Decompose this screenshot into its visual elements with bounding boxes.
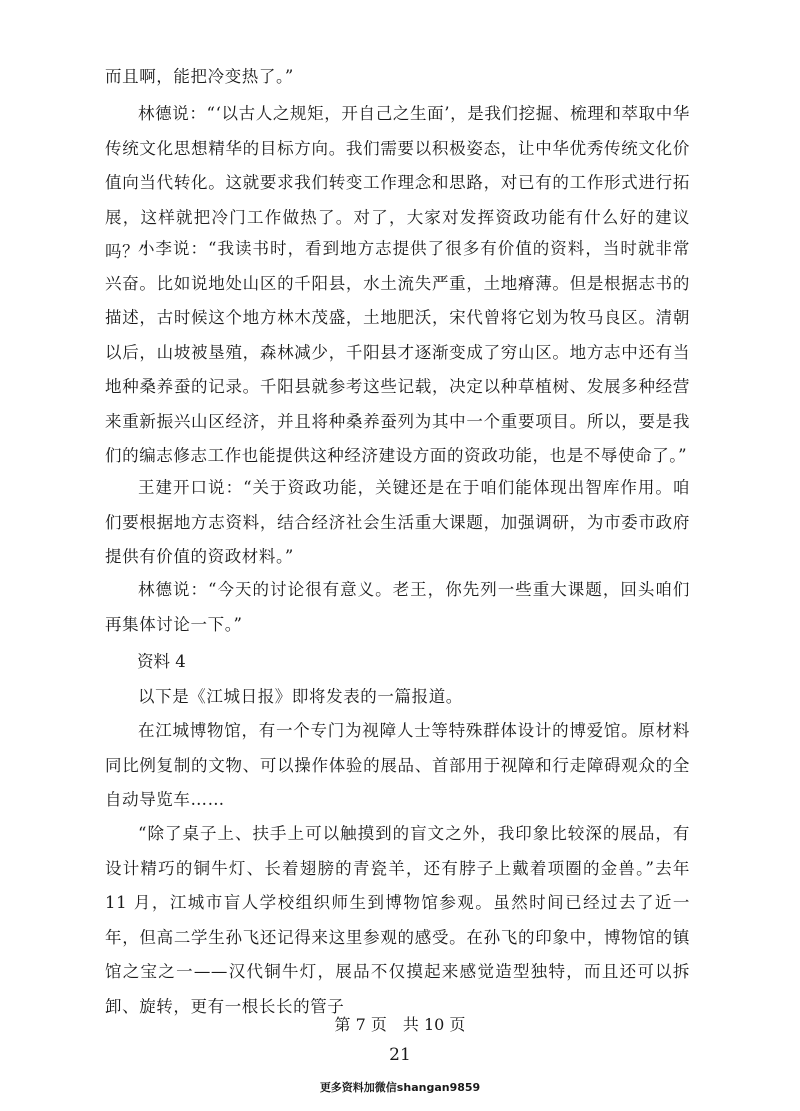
section-title: 资料 4 [137,652,186,671]
paragraph-lin-de-2: 林德说：“今天的讨论很有意义。老王，你先列一些重大课题，回头咱们再集体讨论一下。” [105,580,690,634]
page-number: 21 [389,1045,411,1065]
paragraph-report-intro: 以下是《江城日报》即将发表的一篇报道。 [138,687,463,706]
paragraph-museum: 在江城博物馆，有一个专门为视障人士等特殊群体设计的博爱馆。原材料同比例复制的文物、可以操作体验的展品、首部用于视障和行走障碍观众的全自动导览车…… [105,721,690,809]
paragraph-continuation: 而且啊，能把冷变热了。” [105,67,294,86]
footer-note: 更多资料加微信shangan9859 [319,1081,481,1094]
paragraph-sun-fei: “除了桌子上、扶手上可以触摸到的盲文之外，我印象比较深的展品，有设计精巧的铜牛灯、长着翅膀的青瓷羊，还有脖子上戴着项圈的金兽。”去年 11 月，江城市盲人学校组织师生到博物馆参观。虽然时间已经过去了近一年，但高二学生孙飞还记得来这里参观的感受。在孙飞的印象中，博物馆的镇馆之宝之一——汉代铜牛灯，展品不仅摸起来感觉造型独特，而且还可以拆卸、旋转，更有一根长长的管子 [105,824,690,1016]
page-indicator: 第 7 页 共 10 页 [334,1015,466,1034]
paragraph-wang-jian: 王建开口说：“关于资政功能，关键还是在于咱们能体现出智库作用。咱们要根据地方志资料，结合经济社会生活重大课题，加强调研，为市委市政府提供有价值的资政材料。” [105,478,690,566]
paragraph-lin-de-1: 林德说：“‘以古人之规矩，开自己之生面’，是我们挖掘、梳理和萃取中华传统文化思想精华的目标方向。我们需要以积极姿态，让中华优秀传统文化价值向当代转化。这就要求我们转变工作理念和思路，对已有的工作形式进行拓展，这样就把冷门工作做热了。对了，大家对发挥资政功能有什么好的建议吗？” [105,104,690,261]
paragraph-xiao-li: 小李说：“我读书时，看到地方志提供了很多有价值的资料，当时就非常兴奋。比如说地处山区的千阳县，水土流失严重，土地瘠薄。但是根据志书的描述，古时候这个地方林木茂盛，土地肥沃，宋代曾将它划为牧马良区。清朝以后，山坡被垦殖，森林减少，千阳县才逐渐变成了穷山区。地方志中还有当地种桑养蚕的记录。千阳县就参考这些记载，决定以种草植树、发展多种经营来重新振兴山区经济，并且将种桑养蚕列为其中一个重要项目。所以，要是我们的编志修志工作也能提供这种经济建设方面的资政功能，也是不辱使命了。” [105,239,690,465]
